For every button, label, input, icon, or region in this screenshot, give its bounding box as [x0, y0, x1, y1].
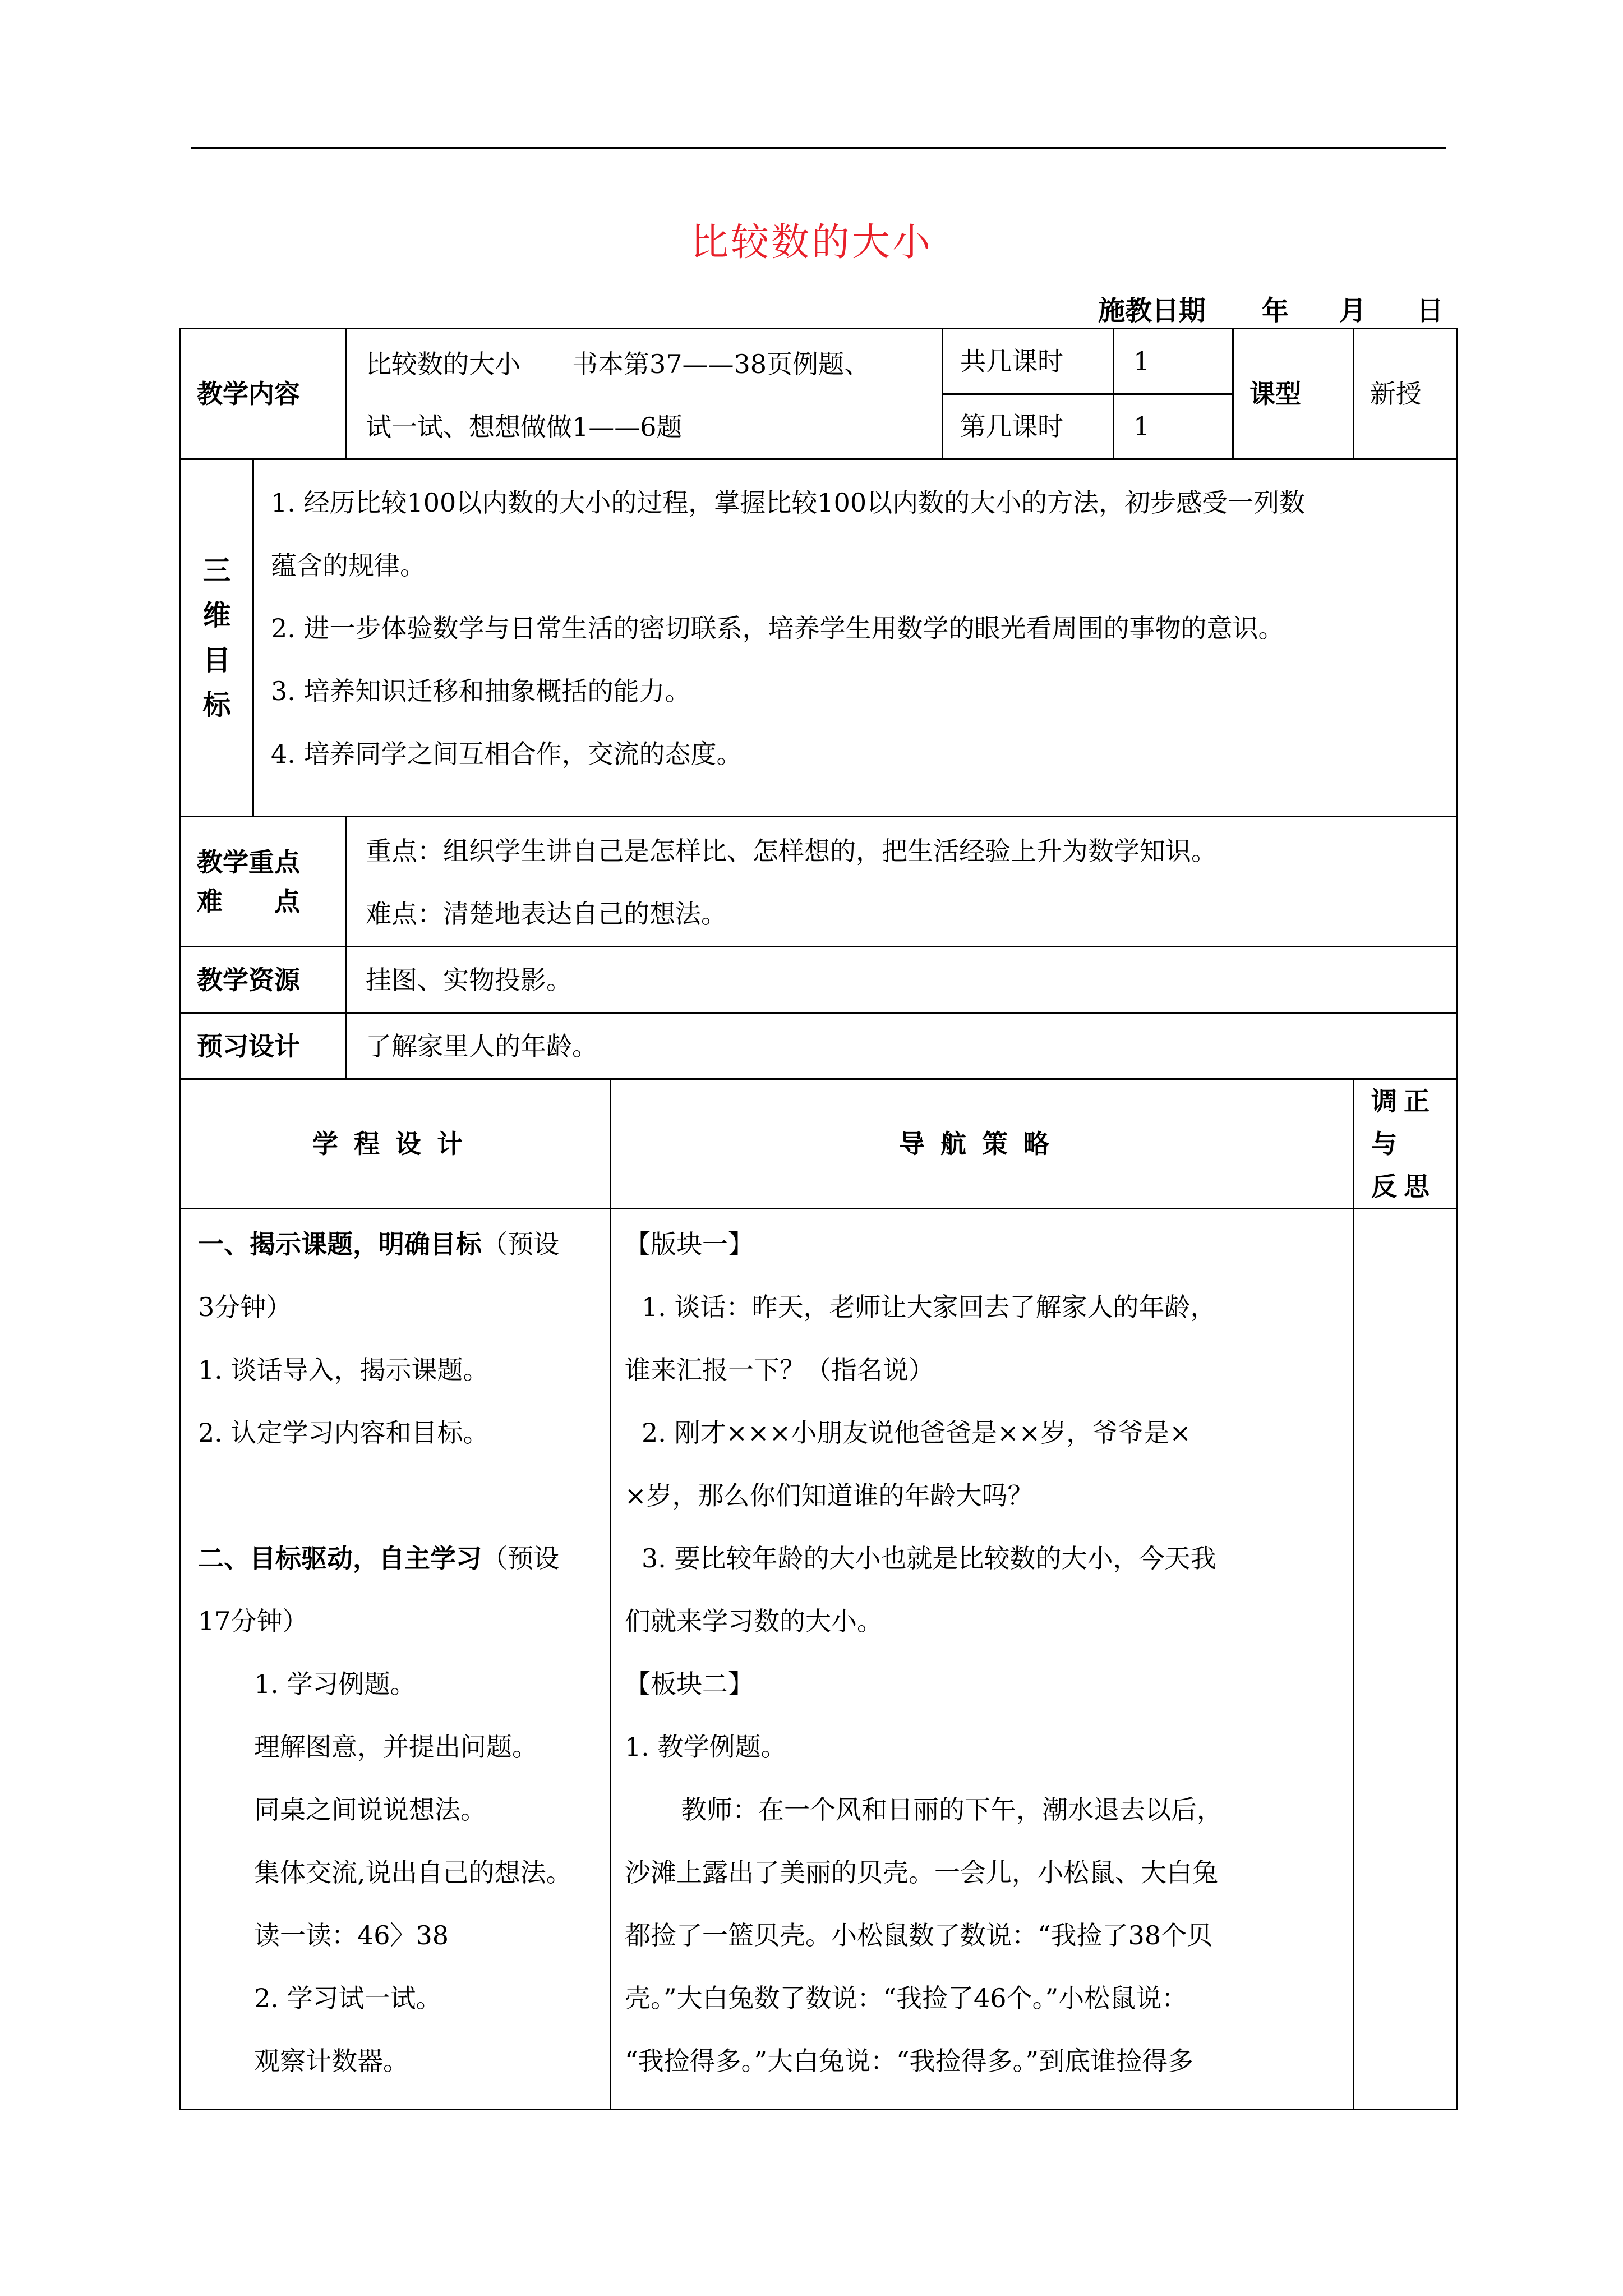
- left-line: 2. 认定学习内容和目标。: [198, 1418, 489, 1448]
- difficult-point: 难点：清楚地表达自己的想法。: [366, 899, 727, 929]
- left-line: 3分钟）: [198, 1292, 292, 1322]
- goals-label-char: 标: [202, 689, 231, 721]
- goals-label-char: 三: [202, 554, 231, 587]
- keypoints-label: [181, 817, 346, 947]
- mid-line: 【版块一】: [625, 1229, 754, 1259]
- lesson-type-label: 课型: [1233, 329, 1354, 459]
- goal-item: 2. 进一步体验数学与日常生活的密切联系，培养学生用数学的眼光看周围的事物的意识。: [271, 613, 1284, 643]
- keypoints-content: [346, 817, 1457, 947]
- reflection-header-line-2: 反思: [1371, 1171, 1437, 1202]
- section-heading: 二、目标驱动，自主学习: [198, 1543, 482, 1573]
- section-heading-tail: （预设: [482, 1229, 559, 1259]
- col-header-reflection: [1354, 1079, 1457, 1209]
- col-header-learning-design: 学程设计: [181, 1079, 611, 1209]
- mid-line: 壳。”大白兔数了数说：“我捡了46个。”小松鼠说：: [625, 1983, 1188, 2013]
- header-rule: [191, 147, 1446, 149]
- col-header-guidance-strategy: 导航策略: [611, 1079, 1354, 1209]
- goal-item: 蕴含的规律。: [271, 550, 426, 581]
- reflection-column[interactable]: [1354, 1209, 1457, 2110]
- left-line: [198, 1213, 600, 1276]
- left-line: 1. 学习例题。: [254, 1669, 416, 1699]
- keypoints-label-1: 教学重点: [197, 846, 300, 877]
- mid-line: 3. 要比较年龄的大小也就是比较数的大小，今天我: [642, 1543, 1216, 1573]
- goal-item: 4. 培养同学之间互相合作，交流的态度。: [271, 739, 743, 769]
- mid-line: 1. 谈话：昨天，老师让大家回去了解家人的年龄，: [642, 1292, 1216, 1322]
- total-periods-value: 1: [1114, 329, 1233, 394]
- content-text: [346, 329, 943, 459]
- left-line: 同桌之间说说想法。: [254, 1795, 486, 1825]
- content-label: 教学内容: [181, 329, 346, 459]
- goal-item: 3. 培养知识迁移和抽象概括的能力。: [271, 676, 691, 706]
- guidance-strategy-column: [611, 1209, 1354, 2110]
- resources-value: 挂图、实物投影。: [346, 947, 1457, 1013]
- section-heading-tail: （预设: [482, 1543, 559, 1573]
- learning-design-column: [181, 1209, 611, 2110]
- goal-item: 1. 经历比较100以内数的大小的过程，掌握比较100以内数的大小的方法，初步感受一列数: [271, 487, 1306, 518]
- section-heading: 一、揭示课题，明确目标: [198, 1229, 482, 1259]
- current-period-value: 1: [1114, 394, 1233, 459]
- left-line: 17分钟）: [198, 1606, 308, 1636]
- mid-line: 【板块二】: [625, 1669, 754, 1699]
- left-line: 理解图意，并提出问题。: [254, 1732, 538, 1762]
- mid-line: “我捡得多。”大白兔说：“我捡得多。”到底谁捡得多: [625, 2046, 1194, 2076]
- goals-label: [181, 459, 253, 817]
- teaching-date-line: [1098, 289, 1444, 328]
- page-title: 比较数的大小: [690, 220, 933, 265]
- lesson-plan-table: [179, 328, 1458, 2110]
- date-label: 施教日期: [1098, 295, 1206, 326]
- reflection-header-line-1: 调正与: [1371, 1086, 1437, 1159]
- total-periods-label: 共几课时: [943, 329, 1114, 394]
- mid-line: 沙滩上露出了美丽的贝壳。一会儿，小松鼠、大白兔: [625, 1857, 1218, 1888]
- preview-value: 了解家里人的年龄。: [346, 1013, 1457, 1079]
- mid-line: ×岁，那么你们知道谁的年龄大吗？: [625, 1480, 1034, 1511]
- mid-line: 教师：在一个风和日丽的下午，潮水退去以后，: [681, 1795, 1223, 1825]
- mid-line: 2. 刚才×××小朋友说他爸爸是××岁，爷爷是×: [642, 1418, 1191, 1448]
- resources-label: 教学资源: [181, 947, 346, 1013]
- left-line: [198, 1527, 600, 1590]
- goals-content: [253, 459, 1457, 817]
- lesson-type-value: 新授: [1354, 329, 1457, 459]
- current-period-label: 第几课时: [943, 394, 1114, 459]
- mid-line: 都捡了一篮贝壳。小松鼠数了数说：“我捡了38个贝: [625, 1920, 1213, 1950]
- left-line: 集体交流,说出自己的想法。: [254, 1857, 572, 1888]
- year-label: 年: [1261, 295, 1289, 326]
- keypoints-label-2: 难 点: [197, 886, 300, 917]
- left-line: [198, 1464, 600, 1527]
- month-label: 月: [1339, 295, 1366, 326]
- key-point: 重点：组织学生讲自己是怎样比、怎样想的，把生活经验上升为数学知识。: [366, 836, 1217, 866]
- mid-line: 谁来汇报一下？（指名说）: [625, 1355, 934, 1385]
- goals-label-char: 目: [202, 644, 231, 677]
- day-label: 日: [1416, 295, 1444, 326]
- content-line-1: 比较数的大小 书本第37——38页例题、: [366, 349, 870, 379]
- mid-line: 们就来学习数的大小。: [625, 1606, 883, 1636]
- left-line: 读一读：46〉38: [254, 1920, 449, 1950]
- left-line: 1. 谈话导入，揭示课题。: [198, 1355, 489, 1385]
- content-line-2: 试一试、想想做做1——6题: [366, 412, 683, 442]
- left-line: 观察计数器。: [254, 2046, 409, 2076]
- goals-label-char: 维: [202, 599, 231, 632]
- preview-label: 预习设计: [181, 1013, 346, 1079]
- left-line: 2. 学习试一试。: [254, 1983, 442, 2013]
- mid-line: 1. 教学例题。: [625, 1732, 787, 1762]
